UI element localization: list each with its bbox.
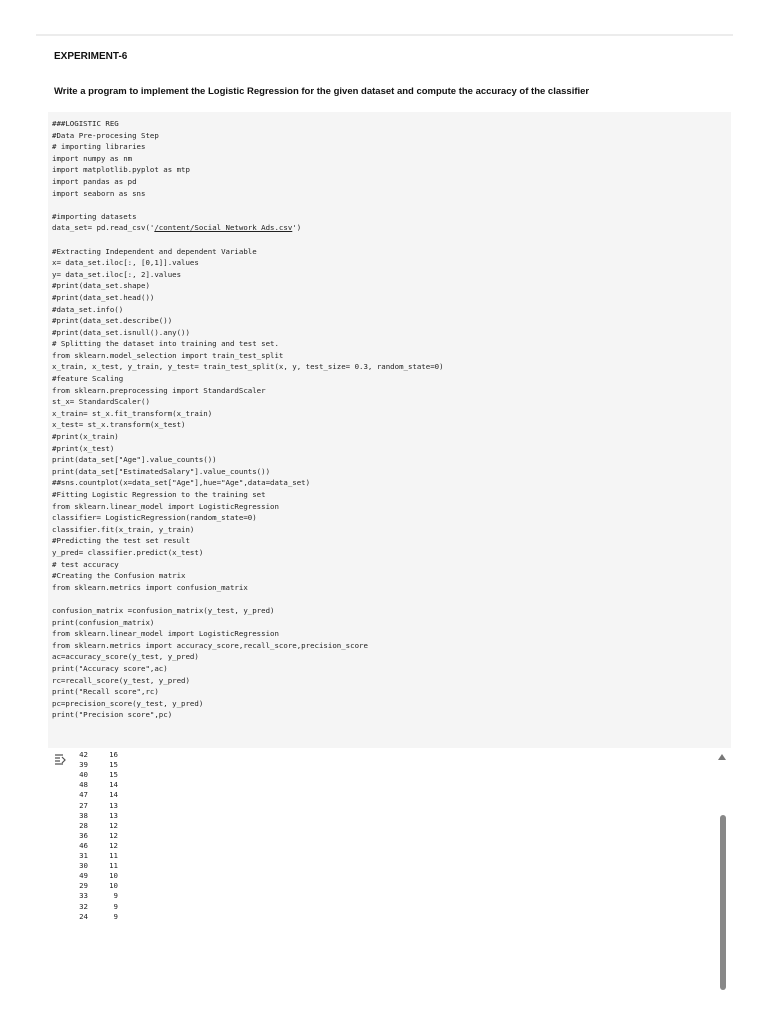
- age-value: 46: [79, 840, 88, 850]
- age-value: 39: [79, 760, 88, 770]
- code-line: #Fitting Logistic Regression to the training set: [52, 490, 266, 499]
- count-value: 12: [109, 830, 118, 840]
- age-value: 31: [79, 851, 88, 860]
- code-line: ##sns.countplot(x=data_set["Age"],hue="Age",data=data_set): [52, 478, 311, 488]
- scroll-up-icon[interactable]: [718, 754, 726, 760]
- count-value: 11: [109, 861, 118, 871]
- code-line: x_train, x_test, y_train, y_test= train_test_split(x, y, test_size= 0.3, random_state=0): [52, 362, 444, 372]
- age-value: 32: [79, 901, 88, 911]
- code-line: #importing datasets: [52, 211, 137, 221]
- code-line: x= data_set.iloc[:, [0,1]].values: [52, 258, 199, 268]
- code-line: ###LOGISTIC REG: [52, 119, 119, 128]
- code-line: from sklearn.linear_model import LogisticRegression: [52, 501, 279, 511]
- code-line: import seaborn as sns: [52, 188, 146, 198]
- age-value: 49: [79, 871, 88, 881]
- count-value: 15: [109, 770, 118, 780]
- code-line: print("Precision score",pc): [52, 710, 173, 720]
- code-line: import matplotlib.pyplot as mtp: [52, 165, 190, 175]
- code-line: from sklearn.linear_model import LogisticRegression: [52, 629, 279, 639]
- count-value: 9: [113, 901, 118, 911]
- age-value: 30: [79, 861, 88, 871]
- code-line: #print(data_set.describe()): [52, 316, 173, 326]
- age-value: 40: [79, 770, 88, 780]
- top-divider: [36, 34, 733, 36]
- code-line: #Data Pre-procesing Step: [52, 130, 159, 140]
- code-line: data_set= pd.read_csv('/content/Social_Network_Ads.csv'): [52, 223, 302, 233]
- code-line: y= data_set.iloc[:, 2].values: [52, 269, 182, 279]
- code-line: from sklearn.preprocessing import StandardScaler: [52, 385, 266, 395]
- code-line: ac=accuracy_score(y_test, y_pred): [52, 652, 199, 662]
- age-value: 47: [79, 790, 88, 800]
- code-line: from sklearn.metrics import confusion_matrix: [52, 582, 248, 592]
- age-value: 28: [79, 820, 88, 830]
- code-line: classifier.fit(x_train, y_train): [52, 524, 195, 534]
- code-line: # test accuracy: [52, 559, 119, 569]
- output-toggle-icon[interactable]: [53, 752, 67, 766]
- age-value: 24: [79, 911, 88, 921]
- code-line: #print(x_test): [52, 443, 115, 453]
- code-line: #print(x_train): [52, 432, 119, 442]
- age-value: 42: [79, 750, 88, 759]
- code-line: pc=precision_score(y_test, y_pred): [52, 698, 204, 708]
- count-value: 10: [109, 871, 118, 881]
- scrollbar-thumb[interactable]: [720, 815, 726, 990]
- count-value: 13: [109, 800, 118, 810]
- count-value: 16: [109, 750, 118, 759]
- code-line: confusion_matrix =confusion_matrix(y_test, y_pred): [52, 605, 275, 615]
- age-value: 38: [79, 810, 88, 820]
- count-value: 9: [113, 911, 118, 921]
- experiment-title: EXPERIMENT-6: [54, 51, 128, 62]
- code-line: print(data_set["Age"].value_counts()): [52, 455, 217, 465]
- count-value: 14: [109, 790, 118, 800]
- code-line: print("Recall score",rc): [52, 687, 159, 697]
- code-line: #data_set.info(): [52, 304, 124, 314]
- code-line: x_train= st_x.fit_transform(x_train): [52, 408, 213, 418]
- code-line: #print(data_set.head()): [52, 292, 155, 302]
- count-value: 12: [109, 820, 118, 830]
- code-line: print("Accuracy score",ac): [52, 663, 168, 673]
- age-value: 27: [79, 800, 88, 810]
- count-value: 11: [109, 851, 118, 860]
- count-value: 10: [109, 881, 118, 891]
- code-line: #Creating the Confusion matrix: [52, 571, 186, 581]
- code-line: rc=recall_score(y_test, y_pred): [52, 675, 190, 685]
- code-line: from sklearn.model_selection import train_test_split: [52, 350, 284, 360]
- code-line: import numpy as nm: [52, 153, 133, 163]
- count-value: 14: [109, 780, 118, 790]
- question-text: Write a program to implement the Logistic Regression for the given dataset and compute the accuracy of the classifier: [54, 86, 590, 97]
- code-line: y_pred= classifier.predict(x_test): [52, 547, 204, 557]
- age-value: 36: [79, 830, 88, 840]
- code-line: # importing libraries: [52, 142, 146, 152]
- code-line: from sklearn.metrics import accuracy_score,recall_score,precision_score: [52, 640, 368, 650]
- code-line: print(data_set["EstimatedSalary"].value_counts()): [52, 466, 271, 476]
- code-line: #print(data_set.shape): [52, 281, 150, 291]
- code-cell[interactable]: [48, 112, 731, 748]
- code-line: print(confusion_matrix): [52, 617, 155, 627]
- code-line: #feature Scaling: [52, 374, 124, 384]
- age-value: 48: [79, 780, 88, 790]
- code-line: #Extracting Independent and dependent Variable: [52, 246, 257, 256]
- code-line: classifier= LogisticRegression(random_state=0): [52, 513, 257, 523]
- count-value: 9: [113, 891, 118, 901]
- code-line: #Predicting the test set result: [52, 536, 190, 546]
- code-line: import pandas as pd: [52, 176, 137, 186]
- age-value: 33: [79, 891, 88, 901]
- code-line: st_x= StandardScaler(): [52, 397, 150, 407]
- output-area: [48, 748, 731, 998]
- code-line: # Splitting the dataset into training and test set.: [52, 339, 279, 349]
- count-value: 12: [109, 840, 118, 850]
- age-value: 29: [79, 881, 88, 891]
- code-line: #print(data_set.isnull().any()): [52, 327, 190, 337]
- count-value: 15: [109, 760, 118, 770]
- code-editor[interactable]: [52, 118, 444, 721]
- code-line: x_test= st_x.transform(x_test): [52, 420, 186, 430]
- count-value: 13: [109, 810, 118, 820]
